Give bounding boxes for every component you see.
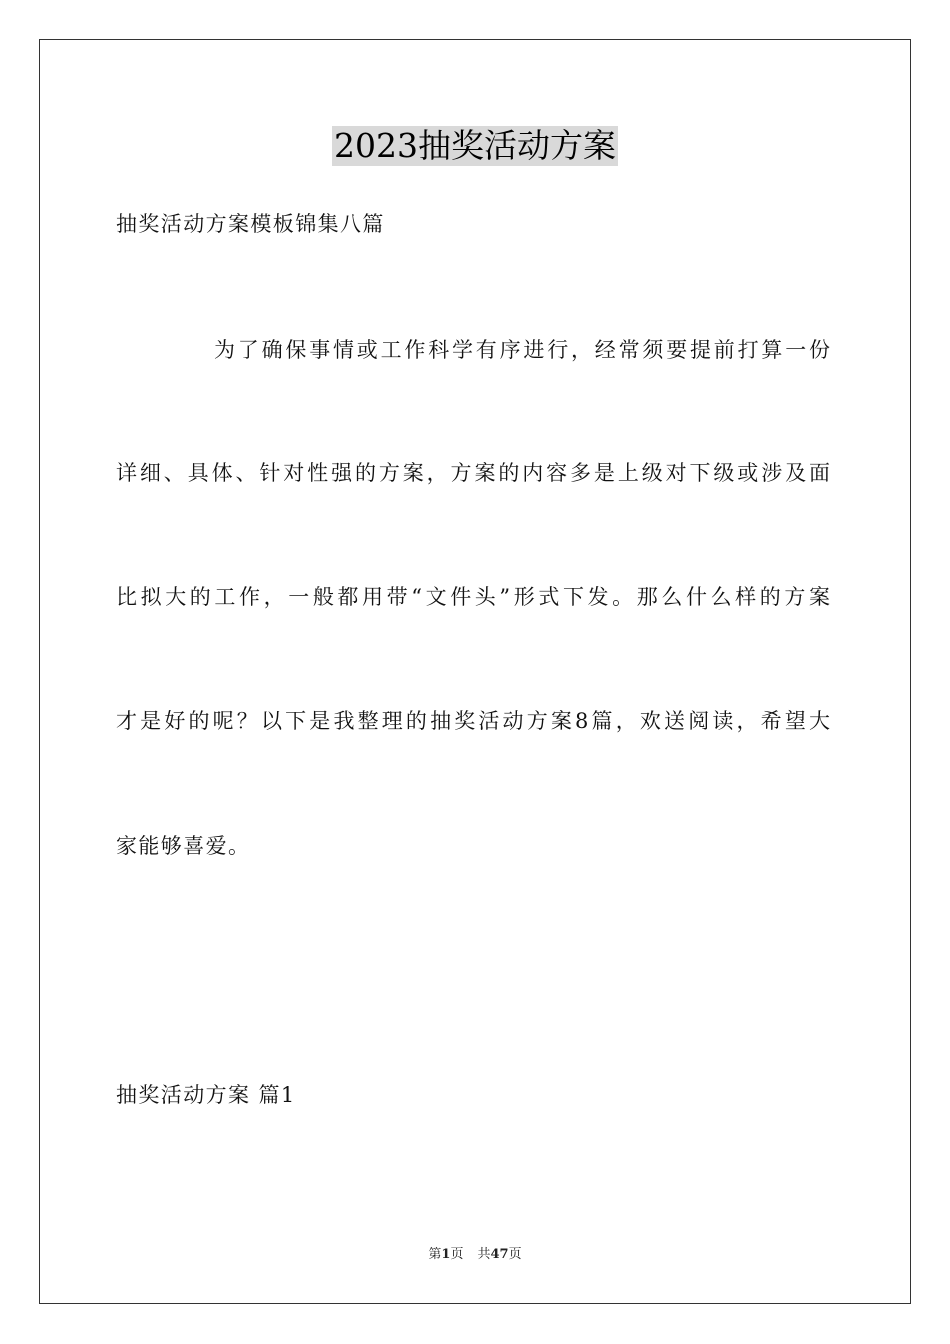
document-title: 2023抽奖活动方案 bbox=[334, 126, 616, 165]
paragraph-line-1: 为了确保事情或工作科学有序进行，经常须要提前打算一份 bbox=[214, 338, 830, 362]
footer-page-suffix: 页 bbox=[450, 1247, 464, 1262]
footer-page-number: 1 bbox=[441, 1247, 451, 1262]
paragraph-line-3: 比拟大的工作，一般都用带“文件头”形式下发。那么什么样的方案 bbox=[116, 585, 830, 609]
section-heading: 抽奖活动方案 篇1 bbox=[116, 1083, 296, 1107]
paragraph-line-5: 家能够喜爱。 bbox=[116, 834, 251, 858]
footer-total-prefix: 共 bbox=[477, 1247, 491, 1262]
paragraph-line-2: 详细、具体、针对性强的方案，方案的内容多是上级对下级或涉及面 bbox=[116, 461, 830, 485]
footer-total-pages: 47 bbox=[490, 1247, 509, 1262]
title-container bbox=[0, 126, 950, 166]
paragraph-line-4: 才是好的呢？以下是我整理的抽奖活动方案8篇，欢送阅读，希望大 bbox=[116, 709, 830, 733]
footer-page-prefix: 第 bbox=[428, 1247, 442, 1262]
footer-total-suffix: 页 bbox=[508, 1247, 522, 1262]
page-footer bbox=[0, 1246, 950, 1264]
document-subtitle: 抽奖活动方案模板锦集八篇 bbox=[116, 212, 385, 236]
